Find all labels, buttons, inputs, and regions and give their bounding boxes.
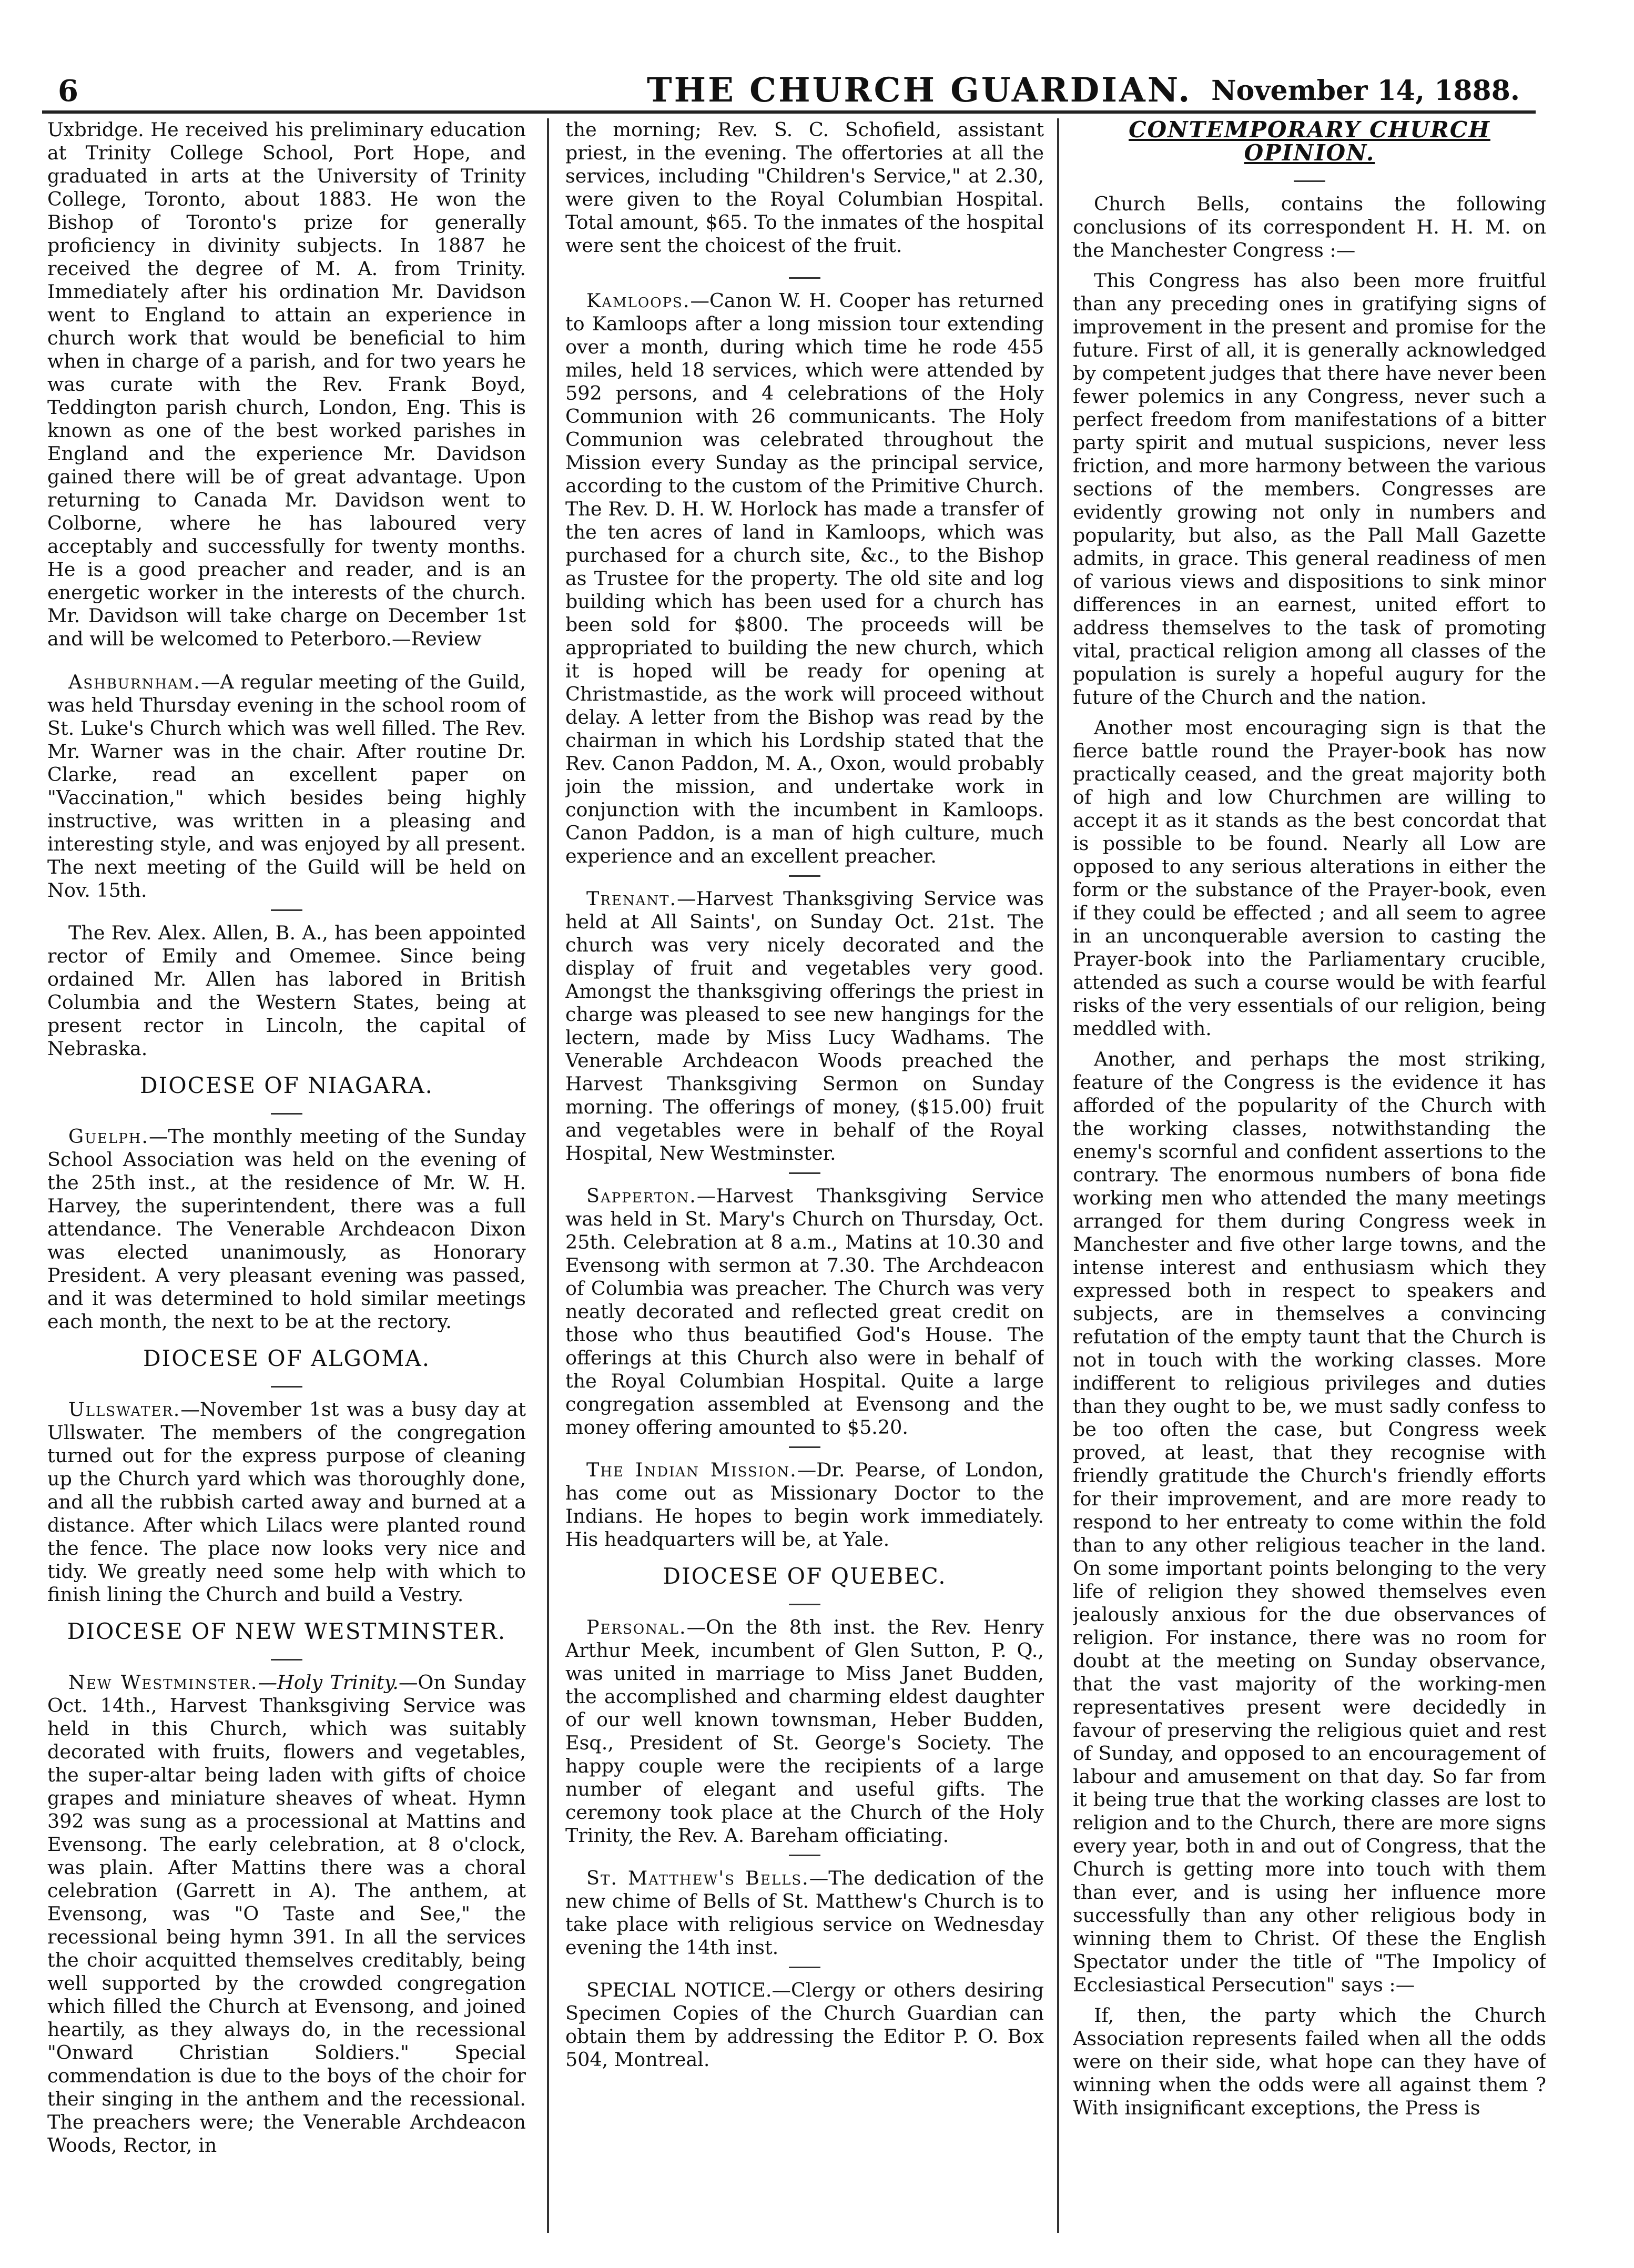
column-3 bbox=[1073, 118, 1546, 2233]
column-rule bbox=[547, 118, 549, 2233]
article-paragraph: This Congress has also been more fruitful than any preceding ones in gratifying signs of improvement in the present and promise for the future. First of all, it is generally acknowledged by competent judges that there have never been fewer polemics in any Congress, never such a perfect freedom from manifestations of a bitter party spirit and mutual suspicions, never less friction, and more harmony between the various sections of the members. Congresses are evidently growing not only in numbers and popularity, but also, as the Pall Mall Gazette admits, in grace. This general readiness of men of various views and dispositions to sink minor differences in an earnest, united effort to address themselves to the task of promoting vital, practical religion among all classes of the population is surely a hopeful augury for the future of the Church and the nation. bbox=[1073, 269, 1546, 708]
article-st-matthews-bells: St. Matthew's Bells.—The dedication of the new chime of Bells of St. Matthew's Church is to take place with religious service on Wednesday evening the 14th inst. bbox=[565, 1867, 1044, 1959]
article-indian-mission: The Indian Mission.—Dr. Pearse, of London, has come out as Missionary Doctor to the Indians. He hopes to begin work immediately. His headquarters will be, at Yale. bbox=[565, 1459, 1044, 1551]
article-new-westminster: New Westminster.—Holy Trinity.—On Sunday Oct. 14th., Harvest Thanksgiving Service was held in this Church, which was suitably decorated with fruits, flowers and vegetables, the super-altar being laden with gifts of choice grapes and miniature sheaves of wheat. Hymn 392 was sung as a processional at Mattins and Evensong. The early celebration, at 8 o'clock, was plain. After Mattins there was a choral celebration (Garrett in A). The anthem, at Evensong, was "O Taste and See," the recessional being hymn 391. In all the services the choir acquitted themselves creditably, being well supported by the crowded congregation which filled the Church at Evensong, and joined heartily, as they always do, in the recessional "Onward Christian Soldiers." Special commendation is due to the boys of the choir for their singing in the anthem and the recessional. The preachers were; the Venerable Archdeacon Woods, Rector, in bbox=[47, 1671, 526, 2156]
page-number: 6 bbox=[58, 74, 78, 108]
separator bbox=[789, 1604, 820, 1605]
heading-quebec: DIOCESE OF QUEBEC. bbox=[663, 1563, 947, 1589]
issue-date: November 14, 1888. bbox=[1211, 75, 1520, 107]
separator bbox=[789, 1172, 820, 1174]
separator bbox=[789, 1855, 820, 1856]
article-paragraph: Another most encouraging sign is that the fierce battle round the Prayer-book has now practically ceased, and the great majority both of high and low Churchmen are willing to accept it as it stands as the best concordat that is possible to be found. Nearly all Low are opposed to any serious alterations in either the form or the substance of the Prayer-book, even if they could be effected ; and all seem to agree in an unconquerable aversion to casting the Prayer-book into the Parliamentary crucible, attended as such a course would be with fearful risks of the very essentials of our religion, being meddled with. bbox=[1073, 716, 1546, 1040]
separator bbox=[271, 909, 302, 911]
article-paragraph: Uxbridge. He received his preliminary education at Trinity College School, Port Hope, and graduated in arts at the University of Trinity College, Toronto, about 1883. He won the Bishop of Toronto's prize for generally proficiency in divinity subjects. In 1887 he received the degree of M. A. from Trinity. Immediately after his ordination Mr. Davidson went to England to attain an experience in church work that would be beneficial to him when in charge of a parish, and for two years he was curate with the Rev. Frank Boyd, Teddington parish church, London, Eng. This is known as one of the best worked parishes in England and the experience Mr. Davidson gained there will be of great advantage. Upon returning to Canada Mr. Davidson went to Colborne, where he has laboured very acceptably and successfully for twenty months. He is a good preacher and reader, and is an energetic worker in the interests of the church. Mr. Davidson will take charge on December 1st and will be welcomed to Peterboro.—Review bbox=[47, 118, 526, 650]
article-ullswater: Ullswater.—November 1st was a busy day at Ullswater. The members of the congregation turned out for the express purpose of cleaning up the Church yard which was thoroughly done, and all the rubbish carted away and burned at a distance. After which Lilacs were planted round the fence. The place now looks very nice and tidy. We greatly need some help with which to finish lining the Church and build a Vestry. bbox=[47, 1398, 526, 1606]
article-allen: The Rev. Alex. Allen, B. A., has been appointed rector of Emily and Omemee. Since being ordained Mr. Allen has labored in British Columbia and the Western States, being at present rector in Lincoln, the capital of Nebraska. bbox=[47, 922, 526, 1060]
article-trenant: Trenant.—Harvest Thanksgiving Service was held at All Saints', on Sunday Oct. 21st. The church was very nicely decorated and the display of fruit and vegetables very good. Amongst the thanksgiving offerings the priest in charge was pleased to see new hangings for the lectern, made by Miss Lucy Wadhams. The Venerable Archdeacon Woods preached the Harvest Thanksgiving Sermon on Sunday morning. The offerings of money, ($15.00) fruit and vegetables were in behalf of the Royal Hospital, New Westminster. bbox=[565, 887, 1044, 1165]
article-guelph: Guelph.—The monthly meeting of the Sunday School Association was held on the evening of the 25th inst., at the residence of Mr. W. H. Harvey, the superintendent, there was a full attendance. The Venerable Archdeacon Dixon was elected unanimously, as Honorary President. A very pleasant evening was passed, and it was determined to hold similar meetings each month, the next to be at the rectory. bbox=[47, 1125, 526, 1333]
article-sapperton: Sapperton.—Harvest Thanksgiving Service was held in St. Mary's Church on Thursday, Oct. 25th. Celebration at 8 a.m., Matins at 10.30 and Evensong with sermon at 7.30. The Archdeacon of Columbia was preacher. The Church was very neatly decorated and reflected great credit on those who thus beautified God's House. The offerings at this Church also were in behalf of the Royal Columbian Hospital. Quite a large congregation assembled at Evensong and the money offering amounted to $5.20. bbox=[565, 1184, 1044, 1439]
separator bbox=[789, 1446, 820, 1448]
column-rule bbox=[1057, 118, 1059, 2233]
article-personal: Personal.—On the 8th inst. the Rev. Henry Arthur Meek, incumbent of Glen Sutton, P. Q., was united in marriage to Miss Janet Budden, the accomplished and charming eldest daughter of our well known townsman, Heber Budden, Esq., President of St. George's Society. The happy couple were the recipients of a large number of elegant and useful gifts. The ceremony took place at the Church of the Holy Trinity, the Rev. A. Bareham officiating. bbox=[565, 1616, 1044, 1847]
newspaper-title: THE CHURCH GUARDIAN. bbox=[647, 70, 1192, 110]
separator bbox=[789, 277, 820, 279]
separator bbox=[271, 1113, 302, 1115]
column-2 bbox=[565, 118, 1044, 2233]
separator bbox=[271, 1386, 302, 1388]
heading-niagara: DIOCESE OF NIAGARA. bbox=[139, 1072, 434, 1098]
separator bbox=[789, 1967, 820, 1968]
article-paragraph: the morning; Rev. S. C. Schofield, assistant priest, in the evening. The offertories at all the services, including "Children's Service," at 2.30, were given to the Royal Columbian Hospital. Total amount, $65. To the inmates of the hospital were sent the choicest of the fruit. bbox=[565, 118, 1044, 257]
separator bbox=[271, 1659, 302, 1660]
article-paragraph: Church Bells, contains the following conclusions of its correspondent H. H. M. on the Manchester Congress :— bbox=[1073, 193, 1546, 261]
article-paragraph: If, then, the party which the Church Association represents failed when all the odds were on their side, what hope can they have of winning when the odds were all against them ? With insignificant exceptions, the Press is bbox=[1073, 2004, 1546, 2119]
separator bbox=[789, 875, 820, 877]
column-1 bbox=[47, 118, 526, 2233]
special-notice: SPECIAL NOTICE.—Clergy or others desiring Specimen Copies of the Church Guardian can obtain them by addressing the Editor P. O. Box 504, Montreal. bbox=[565, 1979, 1044, 2071]
article-kamloops: Kamloops.—Canon W. H. Cooper has returned to Kamloops after a long mission tour extending over a month, during which time he rode 455 miles, held 18 services, which were attended by 592 persons, and 4 celebrations of the Holy Communion with 26 communicants. The Holy Communion was celebrated throughout the Mission every Sunday as the principal service, according to the custom of the Primitive Church. The Rev. D. H. W. Horlock has made a transfer of the ten acres of land in Kamloops, which was purchased for a church site, &c., to the Bishop as Trustee for the property. The old site and log building which has been used for a church has been sold for $800. The proceeds will be appropriated to building the new church, which it is hoped will be ready for opening at Christmastide, as the work will proceed without delay. A letter from the Bishop was read by the chairman in which his Lordship stated that the Rev. Canon Paddon, M. A., Oxon, would probably join the mission, and undertake work in conjunction with the incumbent in Kamloops. Canon Paddon, is a man of high culture, much experience and an excellent preacher. bbox=[565, 289, 1044, 867]
masthead bbox=[42, 63, 1536, 114]
heading-new-westminster: DIOCESE OF NEW WESTMINSTER. bbox=[67, 1618, 506, 1644]
heading-algoma: DIOCESE OF ALGOMA. bbox=[143, 1345, 431, 1371]
separator bbox=[1294, 180, 1325, 182]
article-ashburnham: Ashburnham.—A regular meeting of the Guild, was held Thursday evening in the school room of St. Luke's Church which was well filled. The Rev. Mr. Warner was in the chair. After routine Dr. Clarke, read an excellent paper on "Vaccination," which besides being highly instructive, was written in a pleasing and interesting style, and was enjoyed by all present. The next meeting of the Guild will be held on Nov. 15th. bbox=[47, 671, 526, 902]
heading-contemporary-opinion: CONTEMPORARY CHURCH OPINION. bbox=[1129, 118, 1490, 166]
article-paragraph: Another, and perhaps the most striking, feature of the Congress is the evidence it has afforded of the popularity of the Church with the working classes, notwithstanding the enemy's scornful and confident assertions to the contrary. The enormous numbers of bona fide working men who attended the many meetings arranged for them during Congress week in Manchester and five other large towns, and the intense interest and enthusiasm which they expressed both in respect to speakers and subjects, are in themselves a convincing refutation of the empty taunt that the Church is not in touch with the working classes. More indifferent to religious privileges and duties than they ought to be, we must sadly confess to be too often the case, but Congress week proved, at least, that they recognise with friendly gratitude the Church's friendly efforts for their improvement, and are more ready to respond to her entreaty to come within the fold than to any other religious teacher in the land. On some important points belonging to the very life of religion they showed themselves even jealously anxious for the due observances of religion. For instance, there was no room for doubt at the meeting on Sunday observance, that the vast majority of the working-men representatives present were decidedly in favour of preserving the religious quiet and rest of Sunday, and opposed to an encouragement of labour and amusement on that day. So far from it being true that the working classes are lost to religion and to the Church, there are more signs every year, both in and out of Congress, that the Church is getting more into touch with them than ever, and is using her influence more successfully than any other religious body in winning them to Christ. Of these the English Spectator under the title of "The Impolicy of Ecclesiastical Persecution" says :— bbox=[1073, 1048, 1546, 1996]
